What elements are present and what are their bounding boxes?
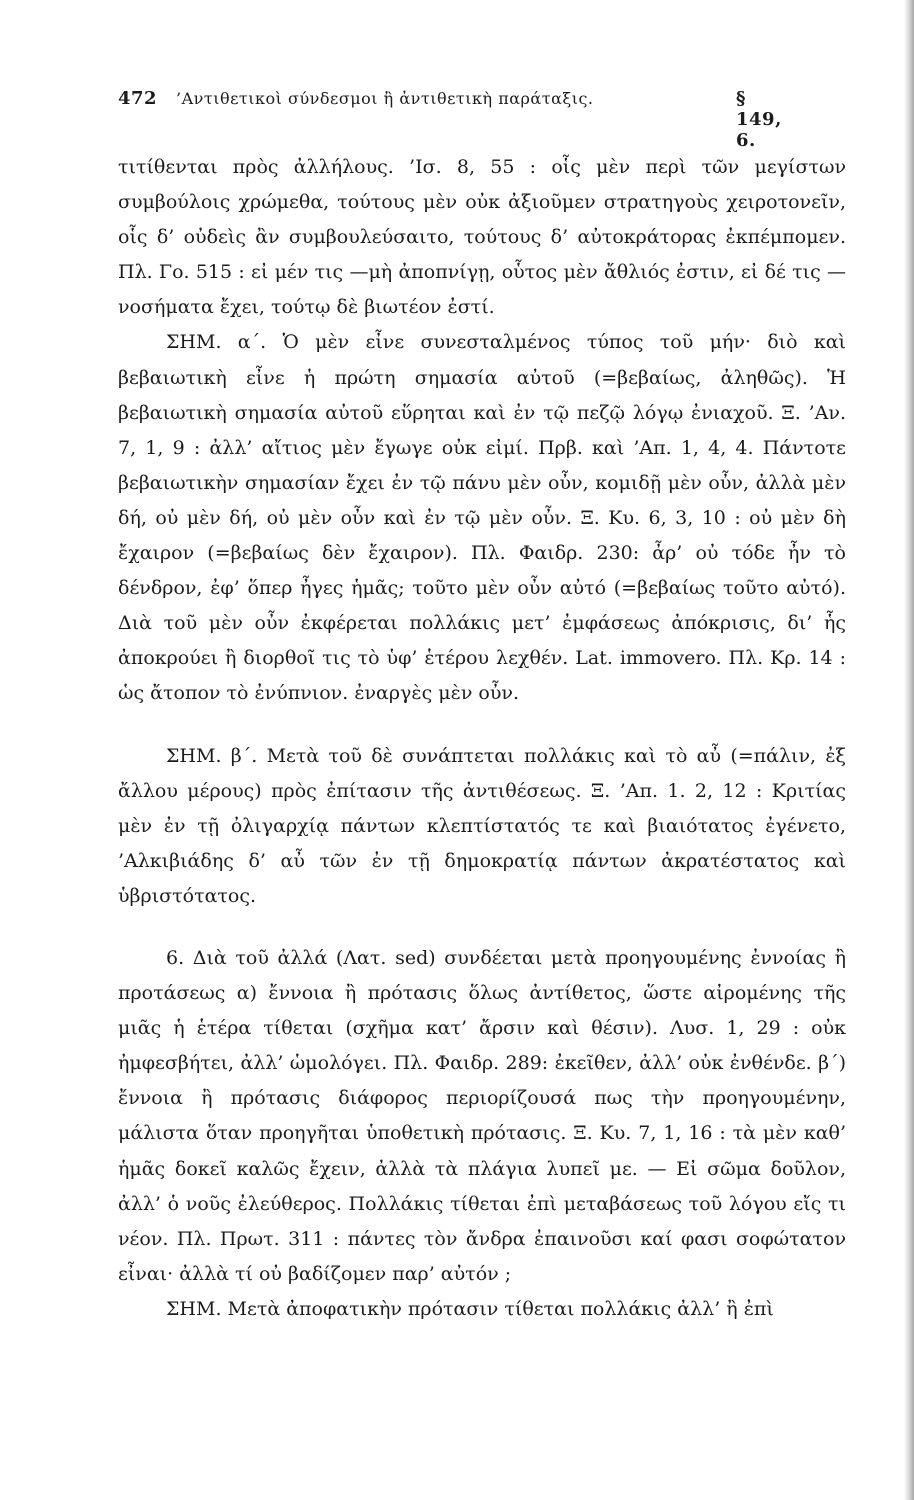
- page-body: [118, 150, 846, 1327]
- page-header: [118, 88, 798, 151]
- paragraph-section-6: 6. Διὰ τοῦ ἀλλά (Λατ. sed) συνδέεται μετὰ προηγουμένης ἐννοίας ἢ προτάσεως α) ἔννοια ἢ πρότασις ὅλως ἀντίθετος, ὥστε αἰρομένης τῆς μιᾶς ἡ ἑτέρα τίθεται (σχῆμα κατ’ ἄρσιν καὶ θέσιν). Λυσ. 1, 29 : οὐκ ἠμφεσβήτει, ἀλλ’ ὡμολόγει. Πλ. Φαιδρ. 289: ἐκεῖθεν, ἀλλ’ οὐκ ἐνθένδε. β΄) ἔννοια ἢ πρότασις διάφορος περιορίζουσά πως τὴν προηγουμένην, μάλιστα ὅταν προηγῆται ὑποθετικὴ πρότασις. Ξ. Κυ. 7, 1, 16 : τὰ μὲν καθ’ ἡμᾶς δοκεῖ καλῶς ἔχειν, ἀλλὰ τὰ πλάγια λυπεῖ με. — Εἰ σῶμα δοῦλον, ἀλλ’ ὁ νοῦς ἐλεύθερος. Πολλάκις τίθεται ἐπὶ μεταβάσεως τοῦ λόγου εἴς τι νέον. Πλ. Πρωτ. 311 : πάντες τὸν ἄνδρα ἐπαινοῦσι καί φασι σοφώτατον εἶναι· ἀλλὰ τί οὐ βαδίζομεν παρ’ αὐτόν ;: [118, 946, 846, 1285]
- page-number: 472: [118, 88, 158, 109]
- page-edge-shadow: [904, 0, 914, 1500]
- paragraph-note-final: ΣΗΜ. Μετὰ ἀποφατικὴν πρότασιν τίθεται πολλάκις ἀλλ’ ἢ ἐπὶ: [166, 1297, 774, 1320]
- running-title: ’Αντιθετικοὶ σύνδεσμοι ἢ ἀντιθετικὴ παράταξις.: [176, 89, 594, 108]
- paragraph-continuation: τιτίθενται πρὸς ἀλλήλους. ’Ισ. 8, 55 : οἷς μὲν περὶ τῶν μεγίστων συμβούλοις χρώμεθα, τούτους μὲν οὐκ ἀξιοῦμεν στρατηγοὺς χειροτονεῖν, οἷς δ’ οὐδεὶς ἂν συμβουλεύσαιτο, τούτους δ’ αὐτοκράτορας ἐκπέμπομεν. Πλ. Γο. 515 : εἰ μέν τις —μὴ ἀποπνίγῃ, οὗτος μὲν ἄθλιός ἐστιν, εἰ δέ τις —νοσήματα ἔχει, τούτῳ δὲ βιωτέον ἐστί.: [118, 156, 846, 319]
- paragraph-note-beta: ΣΗΜ. β΄. Μετὰ τοῦ δὲ συνάπτεται πολλάκις καὶ τὸ αὖ (=πάλιν, ἐξ ἄλλου μέρους) πρὸς ἐπίτασιν τῆς ἀντιθέσεως. Ξ. ’Απ. 1. 2, 12 : Κριτίας μὲν ἐν τῇ ὀλιγαρχίᾳ πάντων κλεπτίστατός τε καὶ βιαιότατος ἐγένετο, ’Αλκιβιάδης δ’ αὖ τῶν ἐν τῇ δημοκρατίᾳ πάντων ἀκρατέστατος καὶ ὑβριστότατος.: [118, 744, 846, 907]
- section-reference: § 149, 6.: [736, 88, 782, 151]
- paragraph-note-alpha: ΣΗΜ. α΄. Ὁ μὲν εἶνε συνεσταλμένος τύπος τοῦ μήν· διὸ καὶ βεβαιωτικὴ εἶνε ἡ πρώτη σημασία αὐτοῦ (=βεβαίως, ἀληθῶς). Ἡ βεβαιωτικὴ σημασία αὐτοῦ εὕρηται καὶ ἐν τῷ πεζῷ λόγῳ ἐνιαχοῦ. Ξ. ’Αν. 7, 1, 9 : ἀλλ’ αἴτιος μὲν ἔγωγε οὐκ εἰμί. Πρβ. καὶ ’Απ. 1, 4, 4. Πάντοτε βεβαιωτικὴν σημασίαν ἔχει ἐν τῷ πάνυ μὲν οὖν, κομιδῇ μὲν οὖν, ἀλλὰ μὲν δή, οὐ μὲν δή, οὐ μὲν οὖν καὶ ἐν τῷ μὲν οὖν. Ξ. Κυ. 6, 3, 10 : οὐ μὲν δὴ ἔχαιρον (=βεβαίως δὲν ἔχαιρον). Πλ. Φαιδρ. 230: ἆρ’ οὐ τόδε ἦν τὸ δένδρον, ἐφ’ ὅπερ ἦγες ἡμᾶς; τοῦτο μὲν οὖν αὐτό (=βεβαίως τοῦτο αὐτό). Διὰ τοῦ μὲν οὖν ἐκφέρεται πολλάκις μετ’ ἐμφάσεως ἀπόκρισις, δι’ ἧς ἀποκρούει ἢ διορθοῖ τις τὸ ὑφ’ ἑτέρου λεχθέν. Lat. immovero. Πλ. Κρ. 14 : ὡς ἄτοπον τὸ ἐνύπνιον. ἐναργὲς μὲν οὖν.: [118, 331, 846, 705]
